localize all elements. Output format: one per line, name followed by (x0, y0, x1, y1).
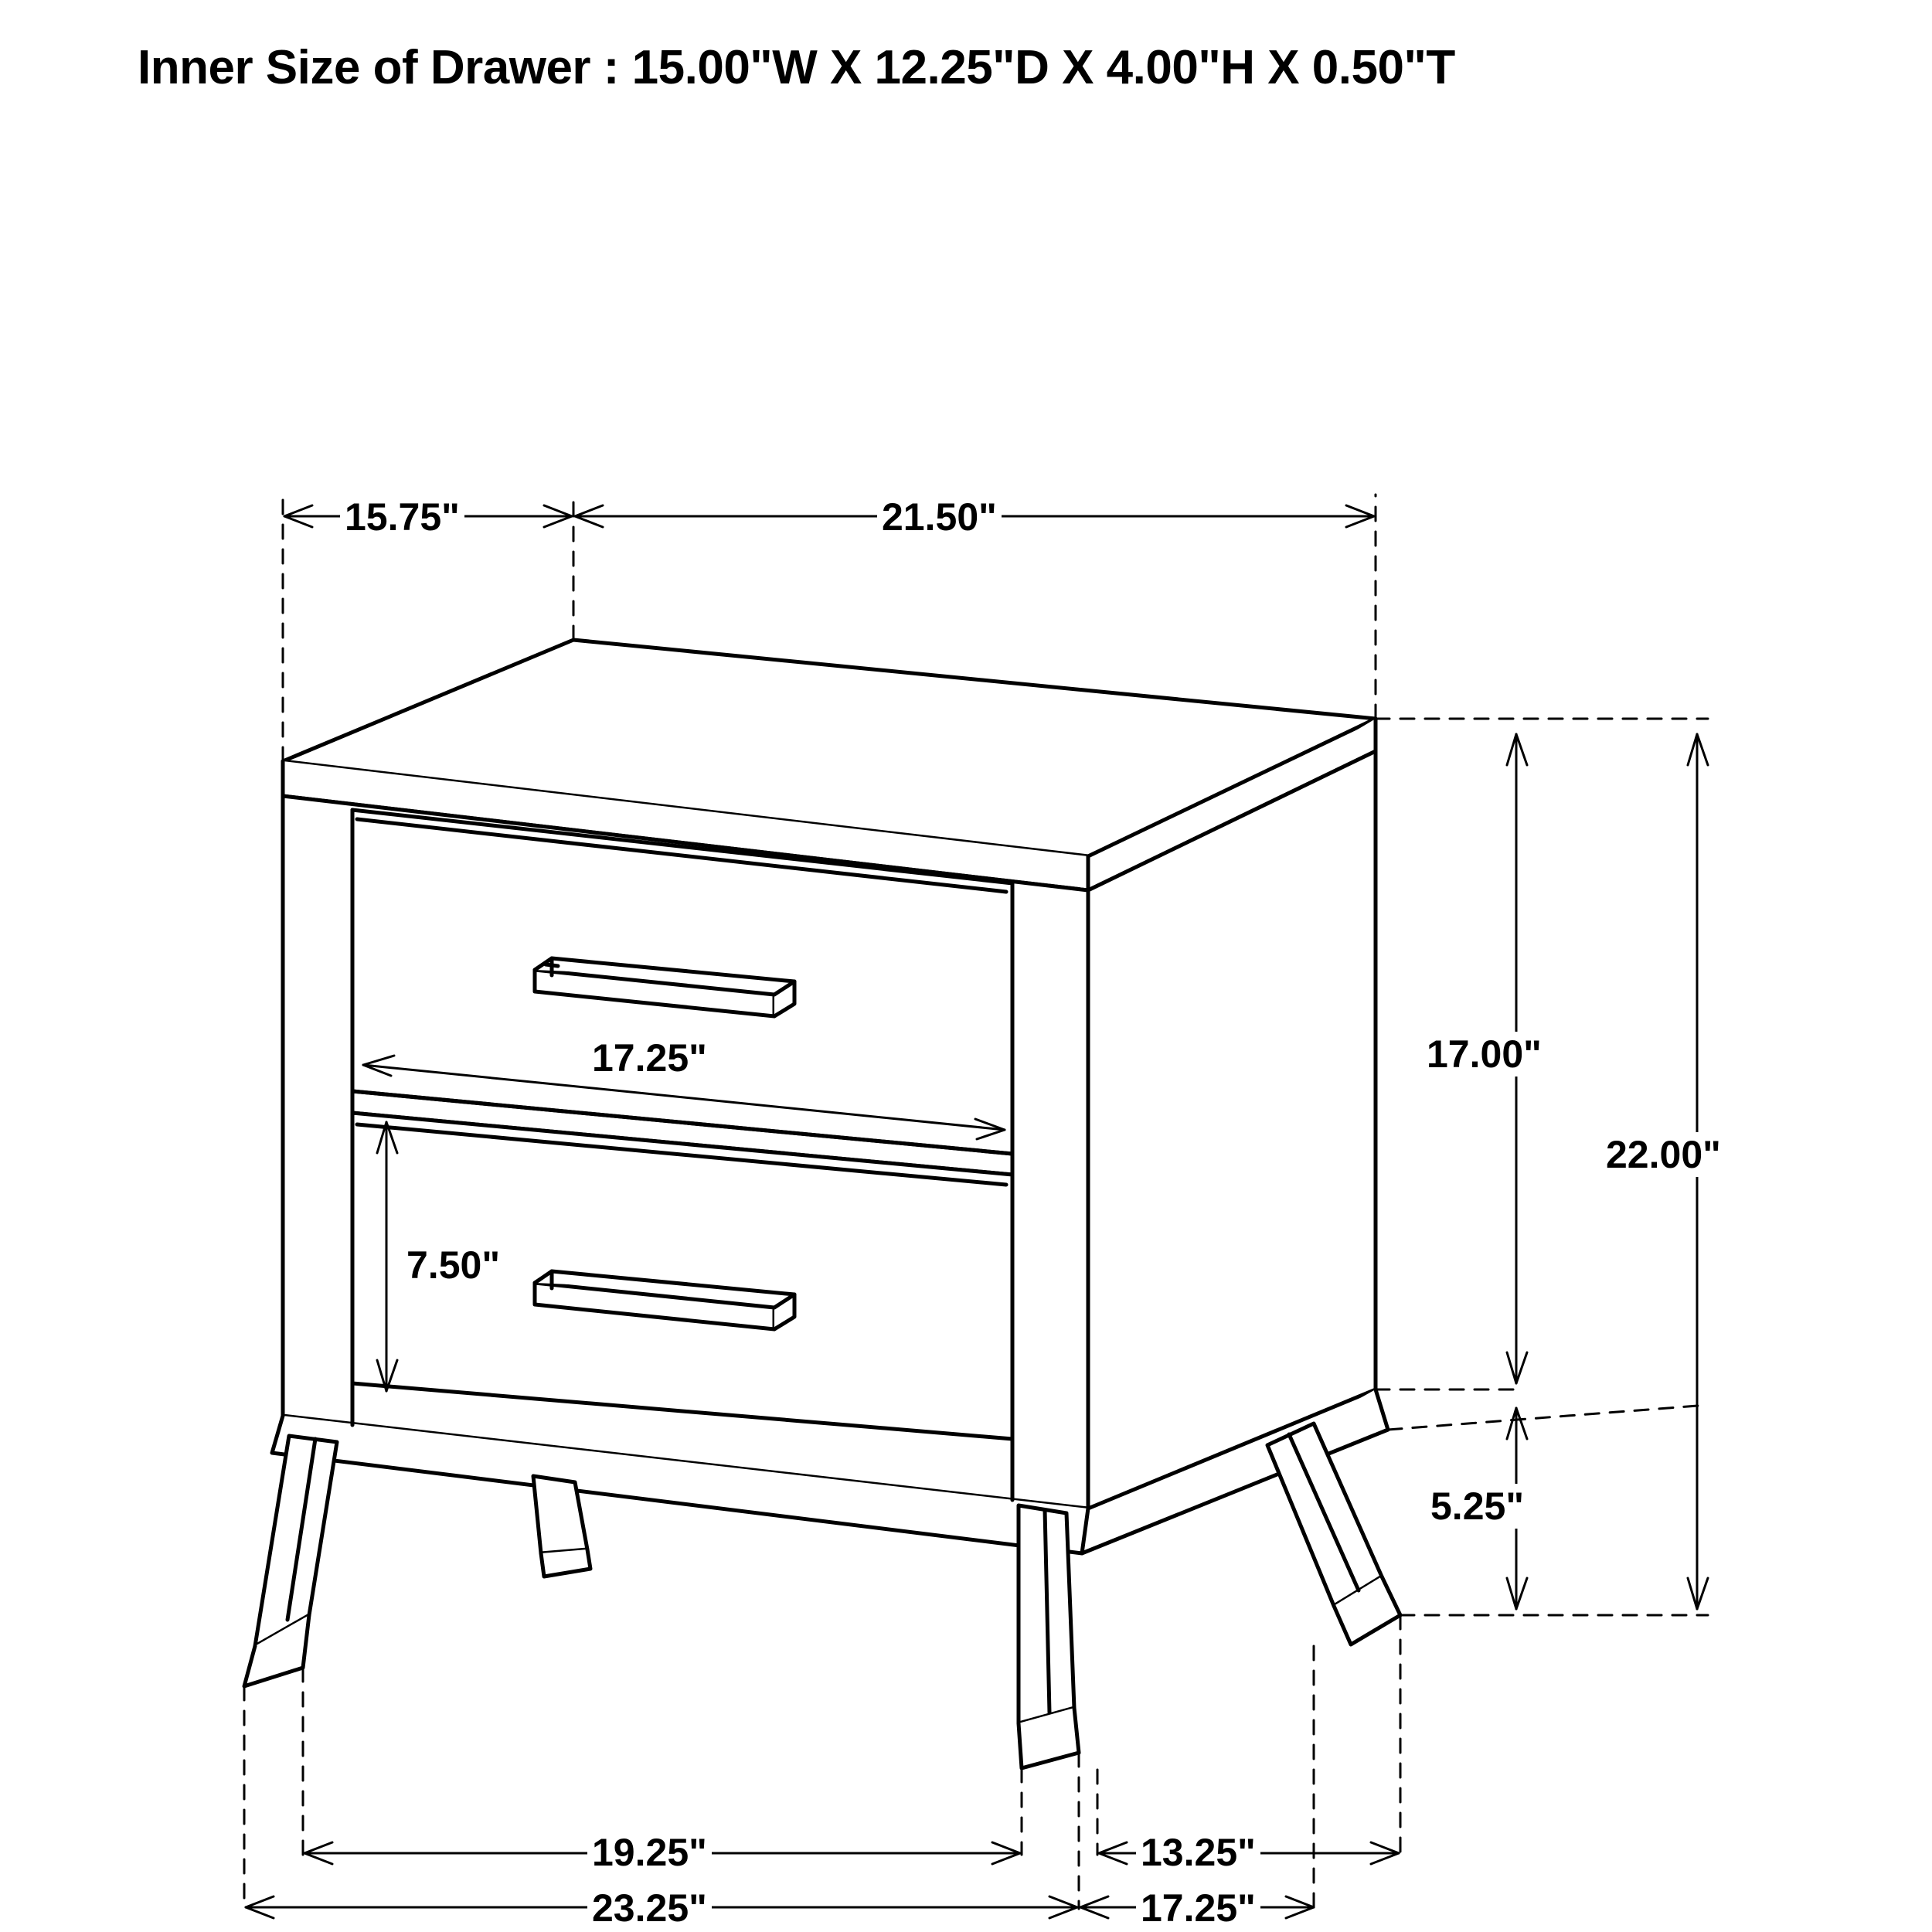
leg-front-left (244, 1436, 337, 1686)
dim-top-depth: 15.75" (340, 495, 464, 539)
dim-top-width: 21.50" (877, 495, 1002, 539)
dim-overall-height: 22.00" (1601, 1132, 1726, 1177)
dim-height-to-case-bottom: 17.00" (1422, 1032, 1546, 1077)
dim-front-leg-span: 19.25" (587, 1830, 712, 1875)
dim-overall-depth: 17.25" (1136, 1886, 1260, 1930)
leg-rear-right (1267, 1423, 1400, 1645)
dim-lower-drawer-height: 7.50" (402, 1243, 505, 1287)
page-title: Inner Size of Drawer : 15.00"W X 12.25"D X 4.00"H X 0.50"T (138, 41, 1455, 94)
dim-overall-width: 23.25" (587, 1886, 712, 1930)
dim-side-leg-span: 13.25" (1136, 1830, 1260, 1875)
dim-drawer-front-width: 17.25" (587, 1036, 712, 1080)
dim-leg-height: 5.25" (1426, 1484, 1529, 1529)
